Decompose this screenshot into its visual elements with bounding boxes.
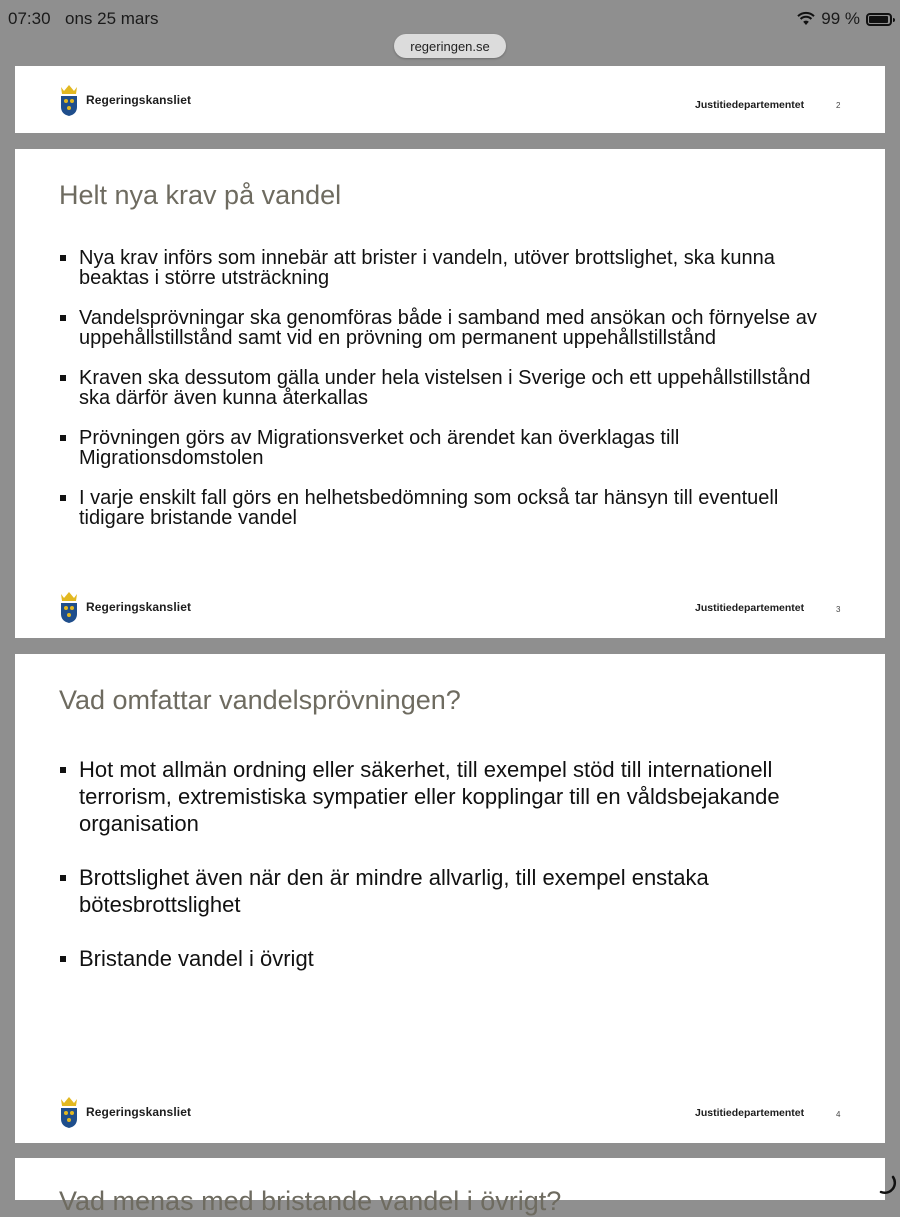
logo: [58, 83, 191, 117]
address-url: regeringen.se: [410, 38, 490, 54]
slide-5: [15, 1158, 885, 1216]
status-time: 07:30: [8, 9, 51, 28]
slide-title: Vad omfattar vandelsprövningen?: [59, 685, 461, 715]
list-item: Vandelsprövningar ska genomföras både i samband med ansökan och förnyelse av uppehållstillstånd samt vid en prövning om permanent uppehållstillstånd: [59, 308, 819, 348]
logo-text: Regeringskansliet: [86, 93, 192, 107]
list-item: Hot mot allmän ordning eller säkerhet, till exempel stöd till internationell terrorism, extremistiska sympatier eller kopplingar till en våldsbejakande organisation: [59, 756, 819, 837]
page-number: 4: [836, 1110, 841, 1119]
battery-percent: 99 %: [821, 9, 860, 28]
address-bar[interactable]: [394, 34, 506, 58]
bullet-list: [59, 248, 819, 548]
wifi-icon: [797, 12, 815, 26]
battery-icon: [866, 13, 892, 26]
logo: [58, 1095, 191, 1129]
crown-crest-icon: [58, 83, 80, 117]
department-label: Justitiedepartementet: [695, 99, 805, 111]
department-label: Justitiedepartementet: [695, 1107, 805, 1119]
list-item: Brottslighet även när den är mindre allvarlig, till exempel enstaka bötesbrottslighet: [59, 864, 819, 918]
loading-spinner-icon: [873, 1172, 897, 1196]
slide-title: Helt nya krav på vandel: [59, 180, 342, 210]
slide-2: [15, 66, 885, 133]
list-item: Kraven ska dessutom gälla under hela vistelsen i Sverige och ett uppehållstillstånd ska därför även kunna återkallas: [59, 368, 819, 408]
list-item: Nya krav införs som innebär att brister i vandeln, utöver brottslighet, ska kunna beaktas i större utsträckning: [59, 248, 819, 288]
logo: [58, 590, 191, 624]
page-number: 3: [836, 605, 841, 614]
bullet-list: [59, 756, 819, 999]
crown-crest-icon: [58, 590, 80, 624]
logo-text: Regeringskansliet: [86, 1105, 192, 1119]
list-item: Prövningen görs av Migrationsverket och ärendet kan överklagas till Migrationsdomstolen: [59, 428, 819, 468]
slide-4: [15, 654, 885, 1143]
logo-text: Regeringskansliet: [86, 600, 192, 614]
status-indicators: [797, 9, 892, 29]
crown-crest-icon: [58, 1095, 80, 1129]
slide-3: [15, 149, 885, 638]
department-label: Justitiedepartementet: [695, 602, 805, 614]
page-number: 2: [836, 101, 841, 110]
list-item: I varje enskilt fall görs en helhetsbedömning som också tar hänsyn till eventuell tidigare bristande vandel: [59, 488, 819, 528]
slide-title: Vad menas med bristande vandel i övrigt?: [59, 1186, 562, 1216]
list-item: Bristande vandel i övrigt: [59, 945, 819, 972]
status-date: ons 25 mars: [65, 9, 159, 28]
